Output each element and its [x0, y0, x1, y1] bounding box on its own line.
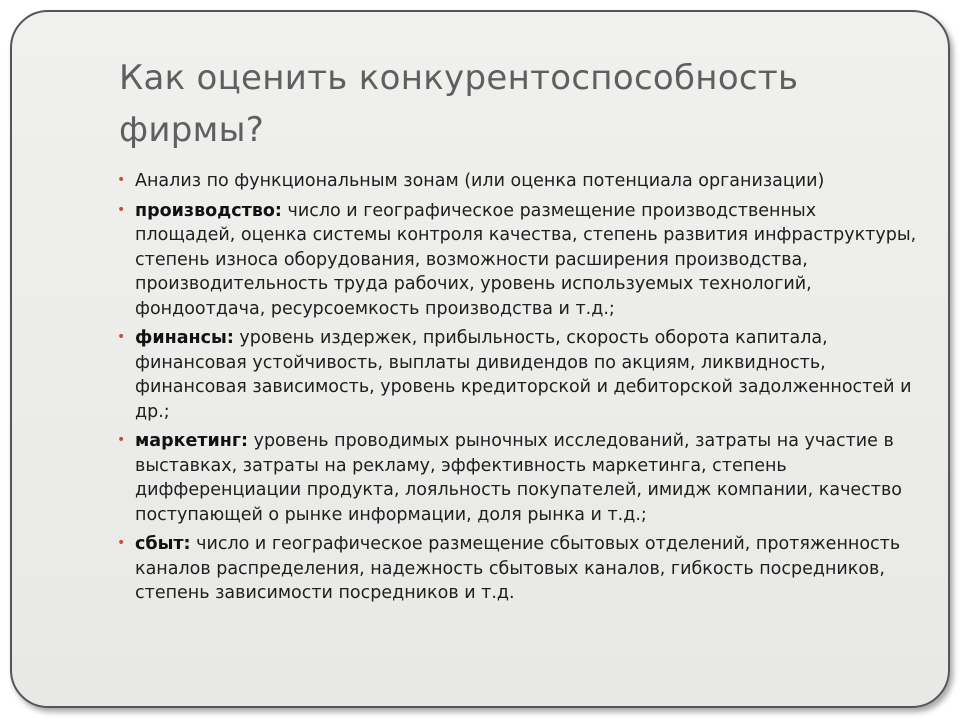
bullet-item — [117, 169, 917, 194]
bullet-term: производство: — [135, 200, 282, 221]
bullet-text: число и географическое размещение сбытовых отделений, протяженность каналов распределения, надежность сбытовых каналов, гибкость посредников, степень зависимости посредников и т.д. — [135, 534, 901, 603]
bullet-text: уровень издержек, прибыльность, скорость оборота капитала, финансовая устойчивость, выплаты дивидендов по акциям, ликвидность, финансовая зависимость, уровень кредиторской и дебиторской задолженностей и др.; — [135, 328, 912, 422]
bullet-dot-icon: • — [117, 535, 126, 551]
slide-title: Как оценить конкурентоспособность фирмы? — [119, 58, 799, 150]
bullet-term: сбыт: — [135, 534, 191, 554]
bullet-dot-icon: • — [117, 432, 126, 448]
bullet-term: маркетинг: — [135, 431, 249, 451]
bullet-dot-icon: • — [117, 201, 126, 218]
bullet-text: число и географическое размещение производственных площадей, оценка системы контроля качества, степень развития инфраструктуры, степень износа оборудования, возможности расширения производства, производительность труда рабочих, уровень используемых технологий, фондоотдача, ресурсоемкость производства и т.д.; — [135, 200, 917, 319]
bullet-dot-icon: • — [117, 172, 126, 188]
bullet-term: финансы: — [135, 328, 234, 348]
bullet-text: уровень проводимых рыночных исследований, затраты на участие в выставках, затраты на рекламу, эффективность маркетинга, степень дифференциации продукта, лояльность покупателей, имидж компании, качество поступающей о рынке информации, доля рынка и т.д.; — [135, 431, 903, 525]
bullet-item — [117, 326, 917, 424]
bullet-item — [117, 532, 917, 606]
bullet-item — [117, 429, 917, 527]
bullet-dot-icon: • — [117, 329, 126, 345]
bullet-text: Анализ по функциональным зонам (или оценка потенциала организации) — [135, 171, 825, 191]
bullet-list — [117, 169, 917, 611]
bullet-item — [117, 199, 917, 322]
slide — [10, 10, 950, 708]
